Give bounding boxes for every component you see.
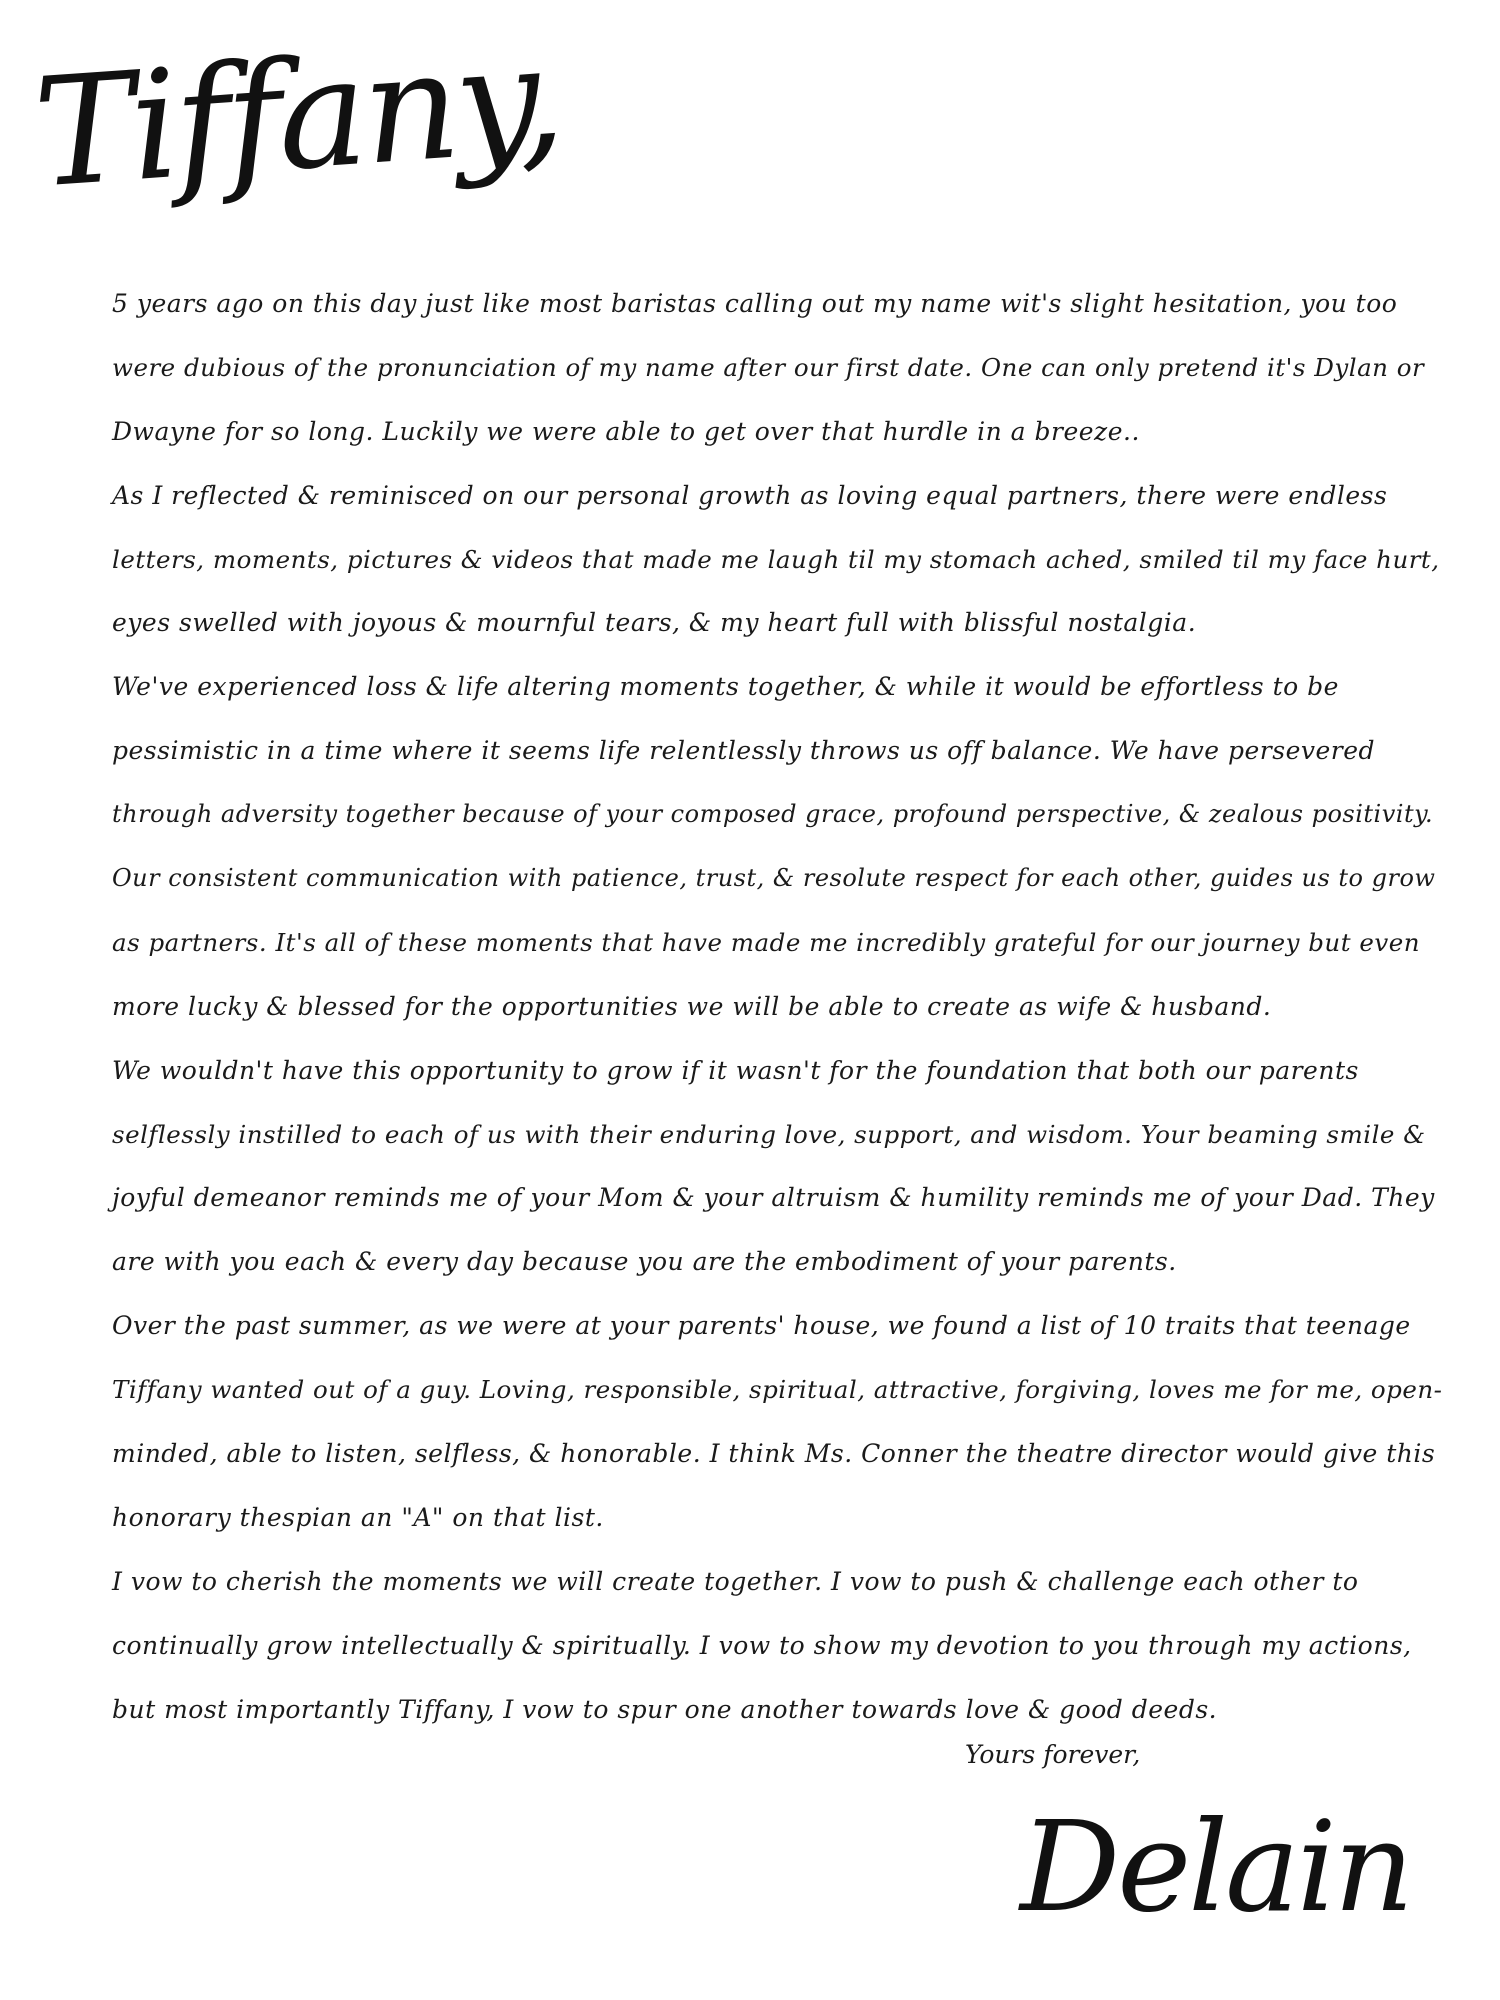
letter-line: are with you each & every day because you are the embodiment of your parents. bbox=[112, 1247, 1177, 1277]
letter-line: pessimistic in a time where it seems life relentlessly throws us off balance. We have persevered bbox=[112, 736, 1376, 766]
letter-signature: Delain bbox=[1020, 1795, 1412, 1940]
letter-line: Our consistent communication with patience, trust, & resolute respect for each other, guides us to grow bbox=[112, 864, 1436, 893]
letter-line: honorary thespian an "A" on that list. bbox=[112, 1502, 604, 1532]
letter-line: I vow to cherish the moments we will create together. I vow to push & challenge each other to bbox=[112, 1566, 1359, 1596]
letter-line: continually grow intellectually & spiritually. I vow to show my devotion to you through my actions, bbox=[112, 1630, 1412, 1660]
letter-line: letters, moments, pictures & videos that made me laugh til my stomach ached, smiled til my face hurt, bbox=[112, 544, 1440, 574]
letter-line: selflessly instilled to each of us with their enduring love, support, and wisdom. Your beaming smile & bbox=[112, 1119, 1426, 1149]
letter-line: 5 years ago on this day just like most baristas calling out my name wit's slight hesitation, you too bbox=[112, 289, 1398, 318]
letter-closing: Yours forever, bbox=[965, 1740, 1141, 1769]
letter-line: joyful demeanor reminds me of your Mom & your altruism & humility reminds me of your Dad. They bbox=[112, 1183, 1435, 1213]
letter-line: Over the past summer, as we were at your parents' house, we found a list of 10 traits that teenage bbox=[112, 1311, 1411, 1341]
letter-line: but most importantly Tiffany, I vow to spur one another towards love & good deeds. bbox=[112, 1694, 1218, 1724]
letter-line: eyes swelled with joyous & mournful tears, & my heart full with blissful nostalgia. bbox=[112, 608, 1197, 638]
letter-line: as partners. It's all of these moments that have made me incredibly grateful for our journey but even bbox=[112, 927, 1420, 957]
letter-greeting: Tiffany, bbox=[29, 11, 566, 222]
letter-line: were dubious of the pronunciation of my name after our first date. One can only pretend it's Dylan or bbox=[112, 352, 1425, 382]
letter-line: Tiffany wanted out of a guy. Loving, responsible, spiritual, attractive, forgiving, loves me for me, open- bbox=[112, 1375, 1443, 1405]
letter-line: minded, able to listen, selfless, & honorable. I think Ms. Conner the theatre director would give this bbox=[112, 1439, 1436, 1469]
letter-line: more lucky & blessed for the opportunities we will be able to create as wife & husband. bbox=[112, 991, 1272, 1021]
letter-line: We wouldn't have this opportunity to grow if it wasn't for the foundation that both our parents bbox=[112, 1055, 1359, 1085]
letter-line: We've experienced loss & life altering moments together, & while it would be effortless to be bbox=[112, 672, 1339, 702]
letter-body bbox=[112, 272, 1443, 1741]
letter-line: As I reflected & reminisced on our personal growth as loving equal partners, there were endless bbox=[112, 480, 1388, 510]
letter-line: Dwayne for so long. Luckily we were able to get over that hurdle in a breeze.. bbox=[112, 416, 1140, 446]
letter-line: through adversity together because of your composed grace, profound perspective, & zealous positivity. bbox=[112, 800, 1434, 829]
